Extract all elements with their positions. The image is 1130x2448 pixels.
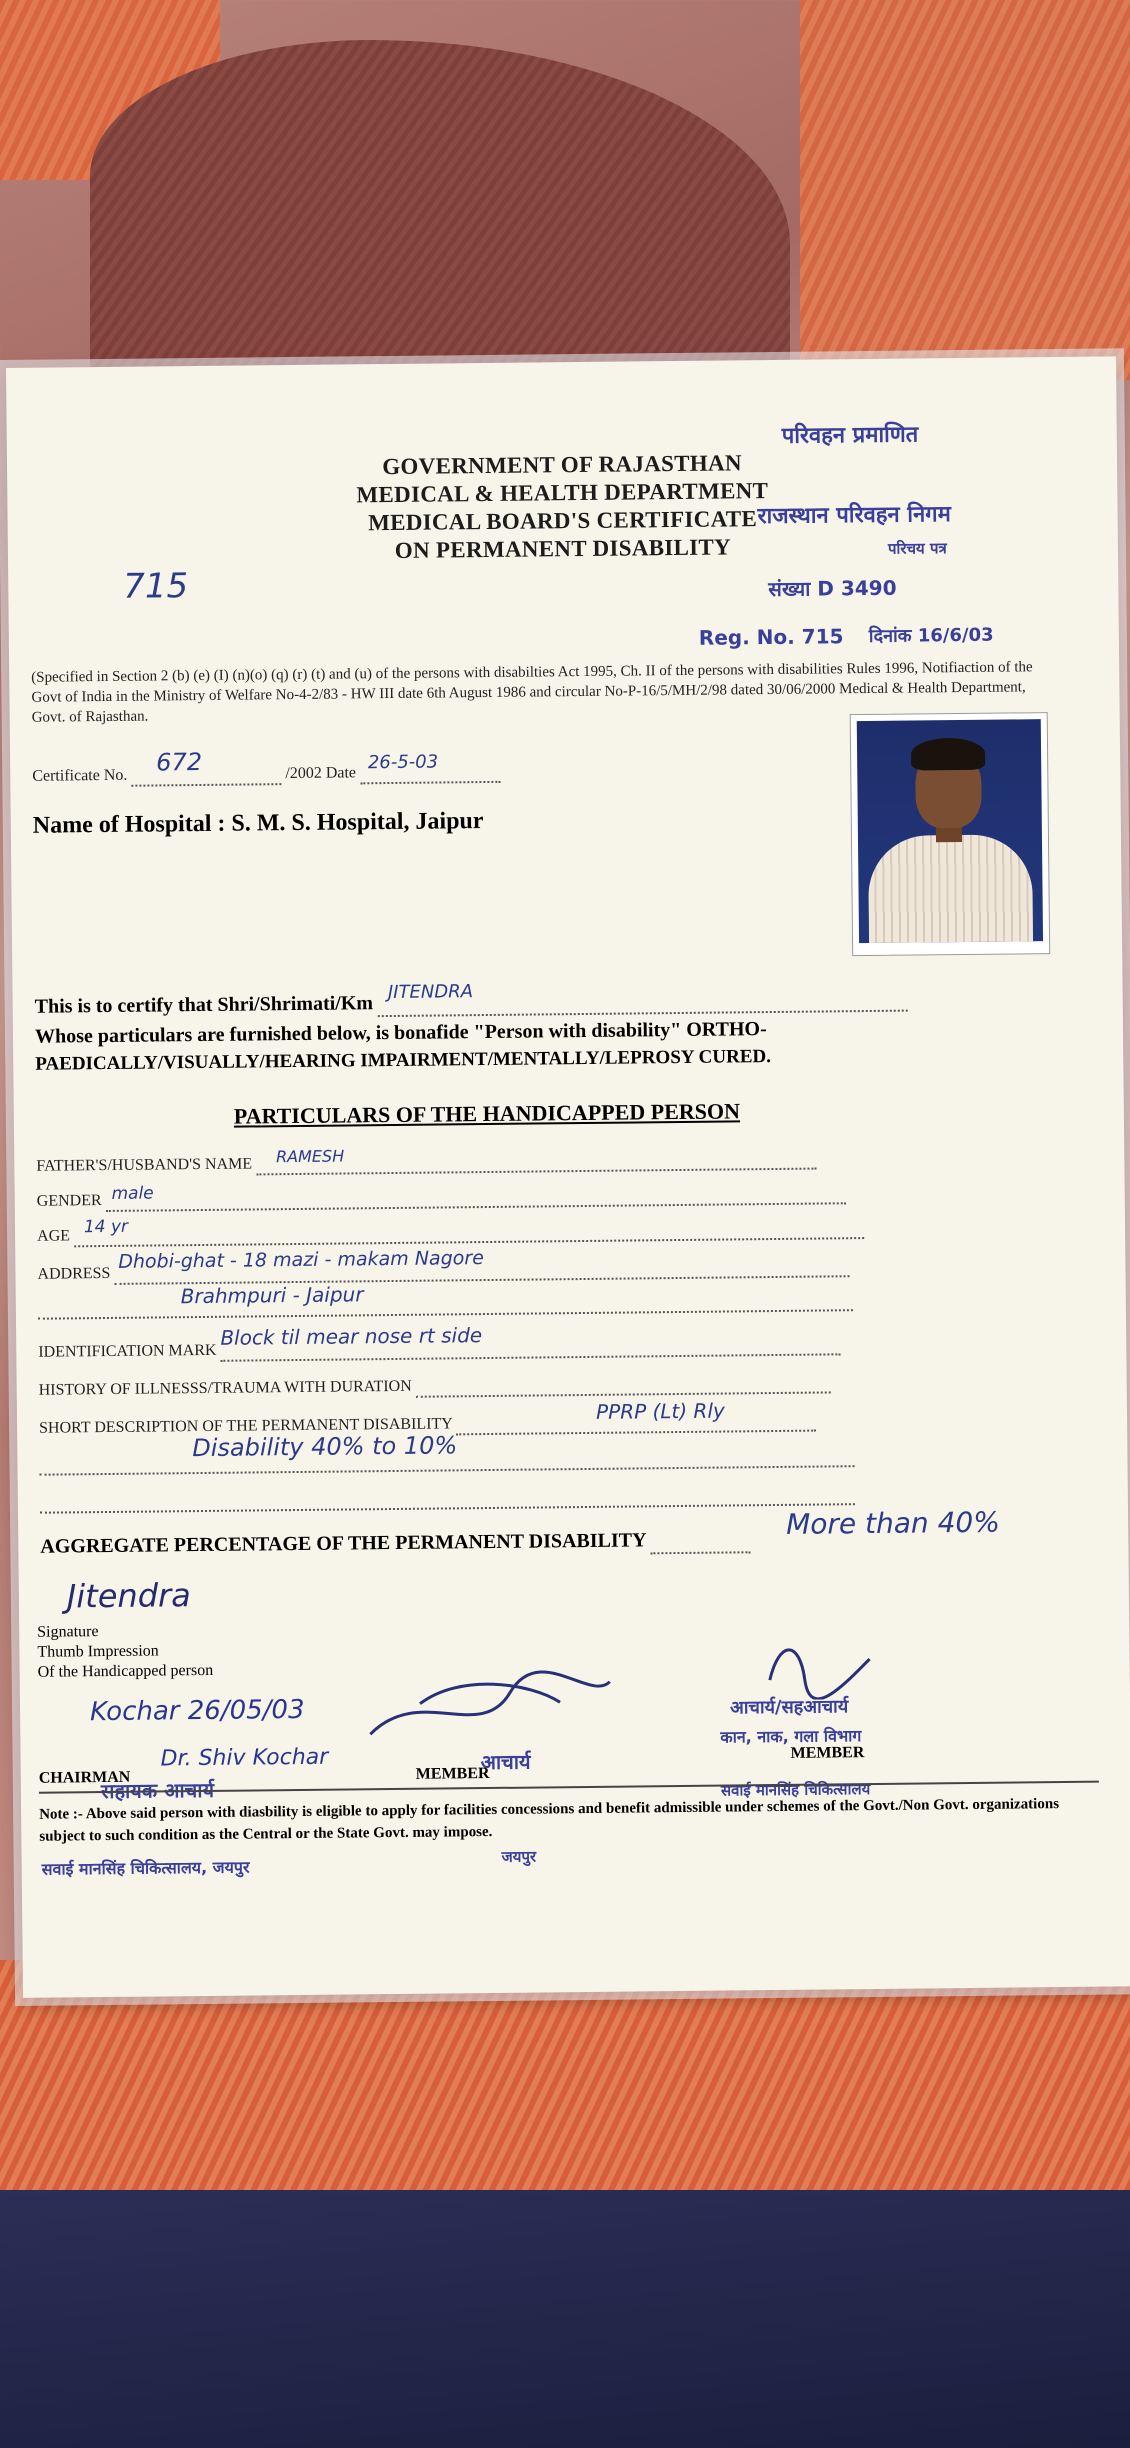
gender-row: GENDER male — [37, 1184, 846, 1212]
certify-line-3: PAEDICALLY/VISUALLY/HEARING IMPAIRMENT/MENTALLY/LEPROSY CURED. — [35, 1046, 772, 1075]
stamp-member-2-hospital: सवाई मानसिंह चिकित्सालय — [720, 1780, 871, 1800]
certificate-no-value: 672 — [156, 747, 203, 777]
aggregate-value: More than 40% — [785, 1505, 1001, 1541]
header-line-4: ON PERMANENT DISABILITY — [394, 534, 732, 563]
stamp-member-2-dept: कान, नाक, गला विभाग — [720, 1726, 862, 1747]
short-description-value-2: Disability 40% to 10% — [192, 1431, 458, 1463]
certificate-paper — [6, 356, 1130, 1998]
thumb-label: Thumb Impression — [37, 1642, 159, 1661]
applicant-signature: Jitendra — [66, 1576, 191, 1616]
address-line-2-rule — [38, 1305, 853, 1320]
short-description-row: SHORT DESCRIPTION OF THE PERMANENT DISABILITY PPRP (Lt) Rly — [39, 1412, 816, 1440]
chairman-label: CHAIRMAN — [38, 1768, 131, 1787]
certificate-number-row — [32, 747, 500, 788]
header-line-1: GOVERNMENT OF RAJASTHAN — [382, 450, 742, 480]
father-row: FATHER'S/HUSBAND'S NAME RAMESH — [36, 1150, 816, 1178]
short-description-rule-3 — [40, 1499, 855, 1514]
identification-mark-value: Block til mear nose rt side — [220, 1323, 483, 1350]
short-description-rule-2 — [40, 1461, 855, 1476]
hospital-name: Name of Hospital : S. M. S. Hospital, Jaipur — [32, 808, 484, 839]
stamp-asst-professor: सहायक आचार्य — [100, 1777, 215, 1804]
identification-row: IDENTIFICATION MARK Block til mear nose rt side — [38, 1335, 840, 1363]
stamp-member-1: आचार्य — [480, 1749, 531, 1775]
aggregate-row: AGGREGATE PERCENTAGE OF THE PERMANENT DISABILITY — [40, 1528, 751, 1560]
history-row: HISTORY OF ILLNESSS/TRAUMA WITH DURATION — [39, 1373, 831, 1401]
certify-line-1: This is to certify that Shri/Shrimati/Km JITENDRA — [35, 985, 1075, 1021]
specified-paragraph: (Specified in Section 2 (b) (e) (I) (n)(o) (q) (r) (t) and (u) of the persons with disabilties Act 1995, Ch. II of the persons with disabilities Rules 1996, Notifiaction of the Govt of India in the Ministry of Welfare No-4-2/83 - HW III date 6th August 1986 and circular No-P-16/5/MH/2/98 dated 30/06/2000 Medical & Health Department, Govt. of Rajasthan. — [31, 659, 1033, 726]
chairman-name: Dr. Shiv Kochar — [160, 1744, 329, 1772]
father-name-value: RAMESH — [275, 1146, 345, 1167]
stamp-rajasthan-transport: राजस्थान परिवहन निगम — [757, 502, 951, 530]
handicapped-person-label: Of the Handicapped person — [37, 1661, 214, 1681]
background-fabric-dark — [90, 40, 790, 380]
handwritten-corner-number: 715 — [123, 566, 189, 607]
chairman-signature: Kochar 26/05/03 — [89, 1694, 305, 1728]
age-value: 14 yr — [83, 1216, 129, 1238]
signature-label: Signature — [37, 1623, 99, 1641]
background-fabric-orange-bottom — [0, 1960, 1130, 2220]
stamp-member-2-title: आचार्य/सहआचार्य — [729, 1696, 849, 1719]
applicant-name: JITENDRA — [387, 981, 474, 1004]
address-row: ADDRESS Dhobi-ghat - 18 mazi - makam Nagore — [37, 1257, 849, 1286]
stamp-transport-verified: परिवहन प्रमाणित — [781, 422, 919, 449]
address-line-1: Dhobi-ghat - 18 mazi - makam Nagore — [118, 1247, 484, 1273]
age-row: AGE 14 yr — [37, 1219, 864, 1248]
member-2-signature — [759, 1639, 880, 1700]
header-line-2: MEDICAL & HEALTH DEPARTMENT — [356, 478, 769, 508]
background-fabric-navy — [0, 2190, 1130, 2448]
particulars-title: PARTICULARS OF THE HANDICAPPED PERSON — [233, 1098, 741, 1129]
stamp-reg-no: Reg. No. 715 — [698, 624, 844, 650]
certificate-date-value: 26-5-03 — [367, 751, 439, 774]
stamp-number: संख्या D 3490 — [768, 575, 897, 602]
member-label-2: MEMBER — [790, 1744, 865, 1762]
gender-value: male — [111, 1183, 154, 1204]
note-text: Note :- Above said person with diasbility is eligible to apply for facilities concessions and benefit admissible under schemes of the Govt./Non Govt. organizations subject to such condition as the Central or the State Govt. may impose. — [39, 1796, 1060, 1845]
member-label-1: MEMBER — [415, 1765, 490, 1783]
stamp-date: दिनांक 16/6/03 — [868, 624, 994, 647]
header-line-3: MEDICAL BOARD'S CERTIFICATE — [368, 506, 758, 536]
year-date-label: /2002 Date — [285, 764, 357, 783]
address-line-2: Brahmpuri - Jaipur — [180, 1282, 364, 1309]
short-description-value-1: PPRP (Lt) Rly — [595, 1398, 725, 1424]
signature-labels — [37, 1621, 213, 1683]
stamp-identity-card: परिचय पत्र — [887, 539, 947, 558]
background-fabric-orange-right — [800, 0, 1130, 380]
member-1-signature — [360, 1662, 621, 1755]
certificate-no-label: Certificate No. — [32, 766, 128, 785]
applicant-photo — [850, 712, 1051, 956]
certify-line-2: Whose particulars are furnished below, is bonafide "Person with disability" ORTHO- — [34, 1018, 767, 1048]
stamp-jaipur: जयपुर — [501, 1847, 537, 1866]
stamp-sms-hospital: सवाई मानसिंह चिकित्सालय, जयपुर — [41, 1857, 250, 1879]
